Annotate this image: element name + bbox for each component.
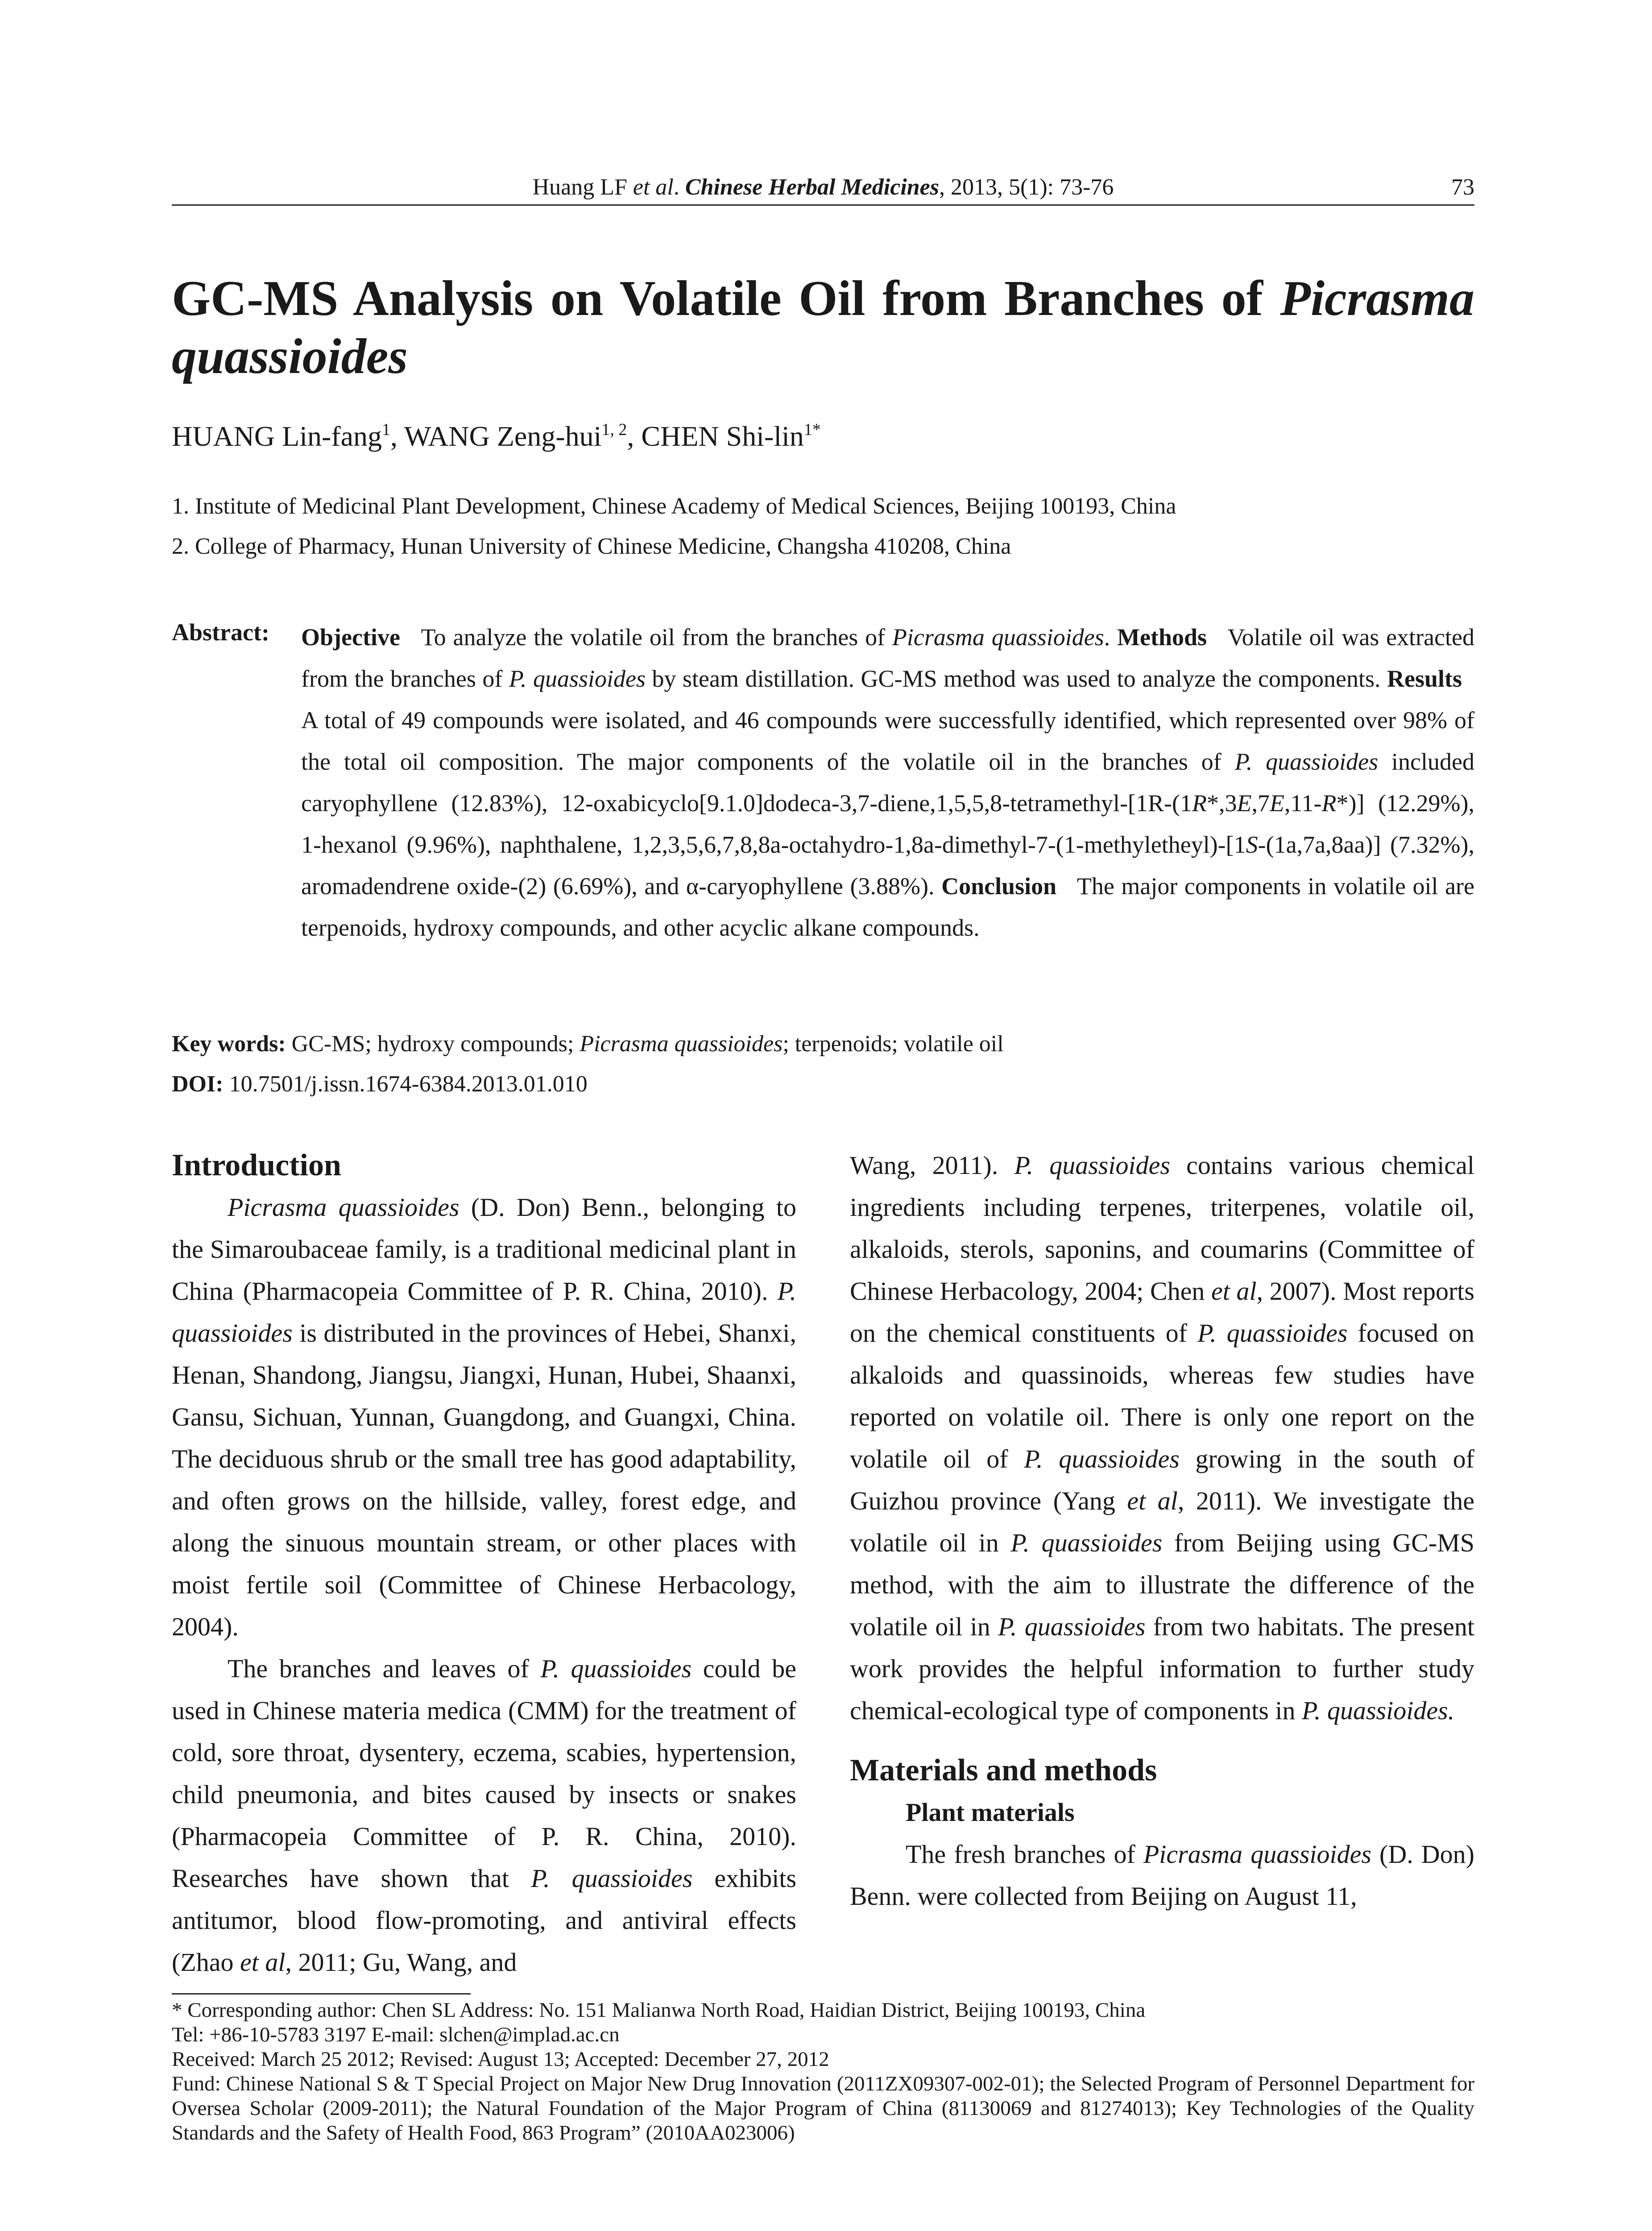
abstract-methods-text: Volatile oil was extracted from the branches of (301, 624, 1474, 692)
section-heading-materials-methods: Materials and methods (850, 1753, 1157, 1787)
intro-text: , 2011). We investigate the volatile oil in (850, 1486, 1475, 1557)
affiliation: 1. Institute of Medicinal Plant Development, Chinese Academy of Medical Sciences, Beijing 100193, China (172, 493, 1176, 519)
intro-text: from two habitats. The present work provides the helpful information to further study chemical-ecological type of components in (850, 1612, 1475, 1725)
intro-text: , 2011; Gu, Wang, and (285, 1948, 517, 1977)
author-list: HUANG Lin-fang$^1$, WANG Zeng-hui$^{1, 2}$, CHEN Shi-lin$^{1*}$ (172, 420, 821, 452)
stereo-descriptor: E (1270, 790, 1284, 817)
keywords (172, 1031, 1004, 1057)
header-citation: Huang LF et al. Chinese Herbal Medicines, 2013, 5(1): 73-76 (532, 174, 1114, 200)
intro-text: from Beijing using GC-MS method, with the aim to illustrate the difference of the volatile oil in (850, 1528, 1475, 1641)
intro-paragraph-continued (850, 1145, 1474, 1732)
stereo-descriptor: R (1321, 790, 1337, 817)
species-name: Picrasma quassioides (580, 1031, 783, 1057)
species-name: P. quassioides (1010, 1528, 1163, 1557)
intro-text: focused on alkaloids and quassinoids, whereas few studies have reported on volatile oil. There is only one report on the volatile oil of (850, 1319, 1475, 1473)
author-affil-mark: 1 (382, 420, 390, 439)
abstract-results-text: ,7 (1251, 790, 1270, 817)
intro-text: , 2007). Most reports on the chemical constituents of (850, 1277, 1474, 1348)
running-header (172, 175, 1474, 206)
methods-text: The fresh branches of (906, 1840, 1135, 1869)
intro-text: could be used in Chinese materia medica (CMM) for the treatment of cold, sore throat, dysentery, eczema, scabies, hypertension, child pneumonia, and bites caused by insects or snakes (Pharmacopeia Committee of P. R. China, 2010). Researches have shown that (172, 1654, 797, 1893)
intro-text: is distributed in the provinces of Hebei, Shanxi, Henan, Shandong, Jiangsu, Jiangxi, Hunan, Hubei, Shaanxi, Gansu, Sichuan, Yunnan, Guangdong, and Guangxi, China. The deciduous shrub or the small tree has good adaptability, and often grows on the hillside, valley, forest edge, and along the sinuous mountain stream, or other places with moist fertile soil (Committee of Chinese Herbacology, 2004). (172, 1319, 796, 1641)
footnote-received: Received: March 25 2012; Revised: August 13; Accepted: December 27, 2012 (172, 2048, 829, 2071)
abstract-results-text: *)] (12.29%), 1-hexanol (9.96%), naphthalene, 1,2,3,5,6,7,8,8a-octahydro-1,8a-dimethyl-7-(1-methyletheyl)-[1 (301, 790, 1474, 858)
intro-text: contains various chemical ingredients including terpenes, triterpenes, volatile oil, alkaloids, sterols, saponins, and coumarins (Committee of Chinese Herbacology, 2004; Chen (850, 1151, 1474, 1306)
author-affil-mark: 1* (803, 420, 821, 439)
citation-etal: et al (1127, 1486, 1178, 1515)
abstract-results-text: A total of 49 compounds were isolated, and 46 compounds were successfully identified, which represented over 98% of the total oil composition. The major components of the volatile oil in the branches of (301, 707, 1474, 775)
abstract-objective-label: Objective (301, 624, 400, 651)
stereo-descriptor: S (1246, 831, 1258, 858)
header-authors: Huang LF (532, 174, 627, 200)
abstract-results-text: ,11- (1284, 790, 1322, 817)
footnote-corresponding: * Corresponding author: Chen SL Address: No. 151 Malianwa North Road, Haidian District, Beijing 100193, China (172, 1999, 1146, 2022)
abstract-results-text: -(1a,7a,8aa)] (7.32%), aromadendrene oxide-(2) (6.69%), and α-caryophyllene (3.88%). (301, 831, 1474, 900)
intro-paragraph-1 (172, 1186, 796, 1648)
intro-text: Wang, 2011). (850, 1151, 998, 1180)
species-name: P. quassioides. (1302, 1696, 1455, 1725)
doi-label: DOI: (172, 1071, 224, 1097)
page-number: 73 (1451, 174, 1474, 200)
methods-paragraph (850, 1833, 1474, 1917)
citation-etal: et al (240, 1948, 286, 1977)
left-column (172, 1145, 796, 1983)
species-name: P. quassioides (509, 665, 646, 692)
species-name: P. quassioides (531, 1864, 693, 1893)
right-column (850, 1145, 1474, 1917)
citation-etal: et al (1211, 1277, 1257, 1306)
abstract-results-text: *,3 (1207, 790, 1237, 817)
author-name: CHEN Shi-lin (641, 420, 804, 452)
author-name: HUANG Lin-fang (172, 420, 382, 452)
species-name: P. quassioides (1234, 748, 1379, 775)
species-name: P. quassioides (998, 1612, 1146, 1641)
abstract-conclusion-text: The major components in volatile oil are terpenoids, hydroxy compounds, and other acyclic alkane compounds. (301, 873, 1474, 941)
title-text: GC-MS Analysis on Volatile Oil from Branches of (172, 271, 1263, 326)
subsection-heading-plant-materials: Plant materials (906, 1798, 1075, 1827)
species-name: P. quassioides (1014, 1151, 1170, 1180)
doi-value: 10.7501/j.issn.1674-6384.2013.01.010 (229, 1071, 588, 1097)
abstract-objective-text: To analyze the volatile oil from the branches of (421, 624, 886, 651)
stereo-descriptor: E (1237, 790, 1252, 817)
abstract-methods-label: Methods (1117, 624, 1207, 651)
footnote-contact: Tel: +86-10-5783 3197 E-mail: slchen@implad.ac.cn (172, 2023, 620, 2046)
species-name: Picrasma quassioides (1143, 1840, 1371, 1869)
header-issue: , 2013, 5(1): 73-76 (939, 174, 1114, 200)
abstract-methods-text: by steam distillation. GC-MS method was used to analyze the components. (652, 665, 1381, 692)
intro-text: exhibits antitumor, blood flow-promoting, and antiviral effects (Zhao (172, 1864, 797, 1977)
author-name: WANG Zeng-hui (404, 420, 602, 452)
abstract-conclusion-label: Conclusion (941, 873, 1057, 900)
abstract-body: Objective To analyze the volatile oil from the branches of Picrasma quassioides. Methods Volatile oil was extracted from the branches of P. quassioides by steam distillation. GC-MS method was used to analyze the components. Results A total of 49 compounds were isolated, and 46 compounds were successfully identified, which represented over 98% of the total oil composition. The major components of the volatile oil in the branches of P. quassioides included caryophyllene (12.83%), 12-oxabicyclo[9.1.0]dodeca-3,7-diene,1,5,5,8-tetramethyl-[1R-(1R*,3E,7E,11-R*)] (12.29%), 1-hexanol (9.96%), naphthalene, 1,2,3,5,6,7,8,8a-octahydro-1,8a-dimethyl-7-(1-methyletheyl)-[1S-(1a,7a,8aa)] (7.32%), aromadendrene oxide-(2) (6.69%), and α-caryophyllene (3.88%). Conclusion The major components in volatile oil are terpenoids, hydroxy compounds, and other acyclic alkane compounds. (301, 624, 1474, 941)
abstract-results-label: Results (1387, 665, 1462, 692)
footnote-rule (172, 1993, 471, 1995)
section-heading-introduction: Introduction (172, 1148, 341, 1182)
abstract-results-text: included caryophyllene (12.83%), 12-oxabicyclo[9.1.0]dodeca-3,7-diene,1,5,5,8-tetramethyl-[1R-(1 (301, 748, 1474, 817)
header-etal: et al (633, 174, 674, 200)
title-species-genus: Picrasma (1280, 271, 1474, 326)
footnote-fund: Fund: Chinese National S & T Special Project on Major New Drug Innovation (2011ZX09307-002-01); the Selected Program of Personnel Department for Oversea Scholar (2009-2011); the Natural Foundation of the Major Program of China (81130069 and 81274013); Key Technologies of the Quality Standards and the Safety of Health Food, 863 Program” (2010AA023006) (172, 2072, 1474, 2144)
section-gap (850, 1732, 1474, 1750)
species-name: Picrasma quassioides (228, 1193, 460, 1222)
stereo-descriptor: R (1192, 790, 1207, 817)
methods-text: (D. Don) Benn. were collected from Beijing on August 11, (850, 1840, 1474, 1911)
species-name: P. quassioides (540, 1654, 692, 1683)
doi (172, 1071, 588, 1098)
intro-text: growing in the south of Guizhou province (Yang (850, 1444, 1474, 1515)
species-name: P. quassioides (1024, 1444, 1180, 1473)
intro-paragraph-2 (172, 1648, 796, 1983)
intro-text: (D. Don) Benn., belonging to the Simaroubaceae family, is a traditional medicinal plant in China (Pharmacopeia Committee of P. R. China, 2010). (172, 1193, 797, 1306)
species-name: Picrasma quassioides (892, 624, 1104, 651)
abstract-label: Abstract: (172, 619, 269, 646)
species-name: P. quassioides (172, 1277, 796, 1348)
paper-title-line1 (172, 270, 1474, 327)
keywords-text: ; terpenoids; volatile oil (783, 1031, 1004, 1057)
intro-text: The branches and leaves of (228, 1654, 529, 1683)
species-name: P. quassioides (1197, 1319, 1348, 1348)
author-affil-mark: 1, 2 (601, 420, 627, 439)
affiliation: 2. College of Pharmacy, Hunan University of Chinese Medicine, Changsha 410208, China (172, 534, 1011, 559)
header-journal: Chinese Herbal Medicines (685, 174, 939, 200)
keywords-text: GC-MS; hydroxy compounds; (291, 1031, 574, 1057)
paper-title-line2: quassioides (172, 329, 408, 384)
keywords-label: Key words: (172, 1031, 286, 1057)
